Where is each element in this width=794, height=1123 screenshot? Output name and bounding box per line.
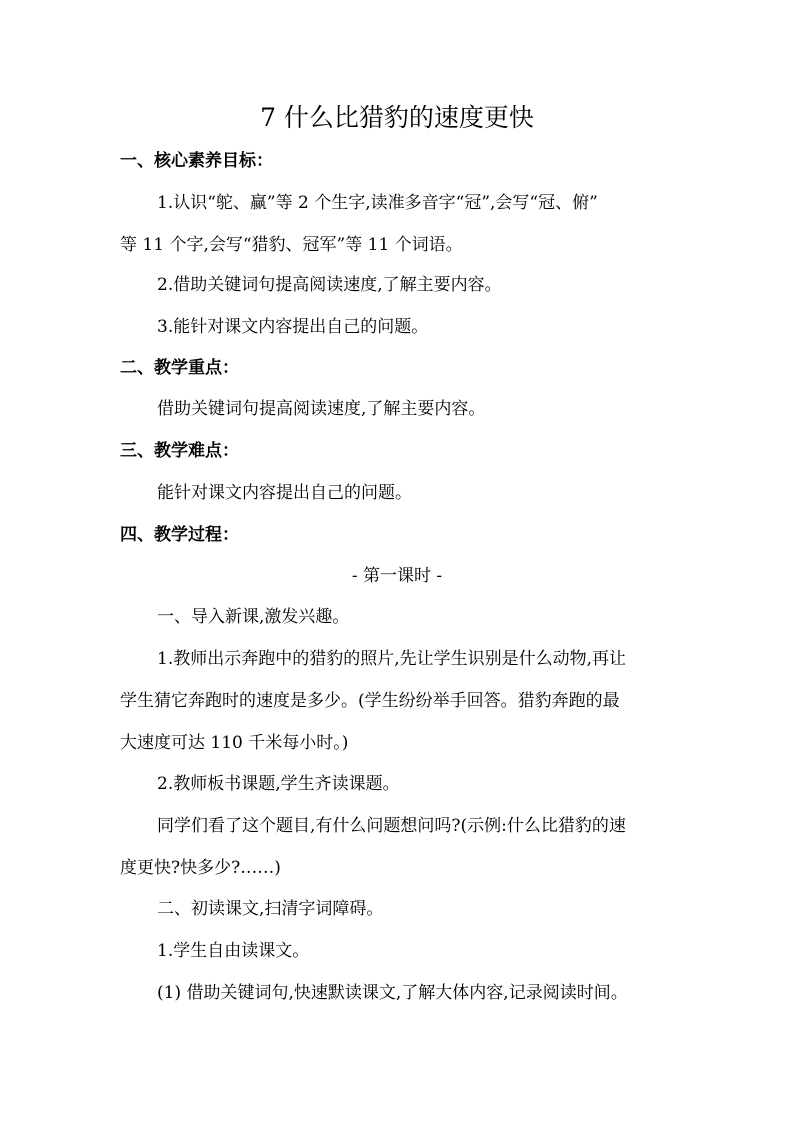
process-line: 1.教师出示奔跑中的猎豹的照片,先让学生识别是什么动物,再让 bbox=[157, 649, 627, 669]
process-line: 二、初读课文,扫清字词障碍。 bbox=[157, 899, 384, 919]
section-heading-difficulty: 三、教学难点： bbox=[120, 441, 239, 461]
process-line: (1) 借助关键词句,快速默读课文,了解大体内容,记录阅读时间。 bbox=[157, 983, 628, 1003]
process-line: 度更快?快多少?……) bbox=[120, 858, 281, 878]
goal-item: 1.认识“鸵、赢”等 2 个生字,读准多音字“冠”,会写“冠、俯” bbox=[157, 193, 598, 213]
keypoint-text: 借助关键词句提高阅读速度,了解主要内容。 bbox=[157, 399, 486, 419]
goal-item: 2.借助关键词句提高阅读速度,了解主要内容。 bbox=[157, 275, 502, 295]
process-line: 一、导入新课,激发兴趣。 bbox=[157, 607, 350, 627]
goal-item: 等 11 个字,会写“猎豹、冠军”等 11 个词语。 bbox=[120, 235, 463, 255]
goal-item: 3.能针对课文内容提出自己的问题。 bbox=[157, 317, 429, 337]
process-line: 1.学生自由读课文。 bbox=[157, 941, 310, 961]
section-heading-process: 四、教学过程： bbox=[120, 525, 239, 545]
process-line: 学生猜它奔跑时的速度是多少。(学生纷纷举手回答。猎豹奔跑的最 bbox=[120, 691, 620, 711]
lesson-label: - 第一课时 - bbox=[351, 566, 443, 586]
document-title: 7 什么比猎豹的速度更快 bbox=[260, 103, 534, 132]
section-heading-keypoint: 二、教学重点： bbox=[120, 358, 239, 378]
process-line: 2.教师板书课题,学生齐读课题。 bbox=[157, 774, 400, 794]
process-line: 同学们看了这个题目,有什么问题想问吗?(示例:什么比猎豹的速 bbox=[157, 816, 626, 836]
difficulty-text: 能针对课文内容提出自己的问题。 bbox=[157, 483, 412, 503]
process-line: 大速度可达 110 千米每小时。) bbox=[120, 733, 349, 753]
section-heading-goals: 一、核心素养目标： bbox=[120, 151, 273, 171]
